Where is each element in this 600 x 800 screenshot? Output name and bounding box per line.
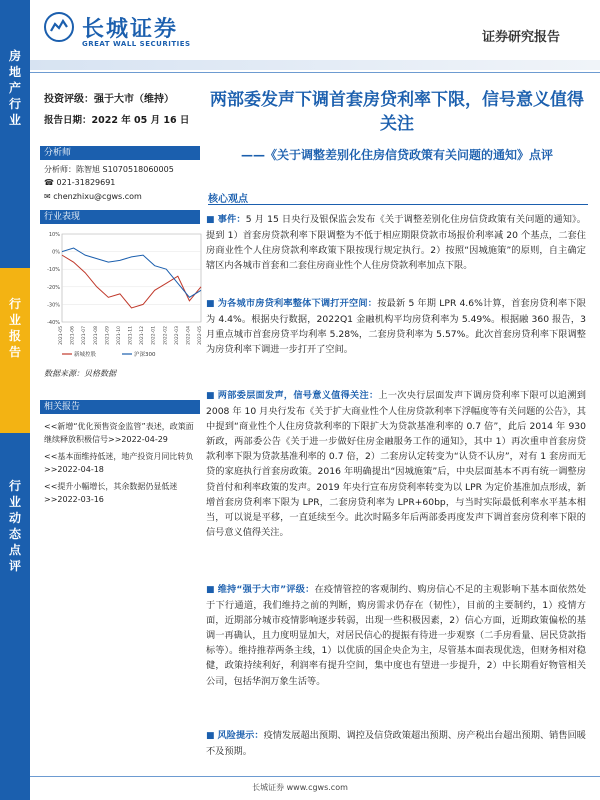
chart-section-head: 行业表现 (40, 210, 200, 224)
performance-chart (40, 228, 205, 360)
y-tick-label: 10% (48, 232, 60, 238)
bullet-lead: 风险提示： (217, 730, 264, 741)
analyst-email-row (44, 192, 142, 201)
x-tick-label: 2021-07 (82, 326, 88, 345)
bullet-square-icon: ■ (206, 585, 215, 595)
y-tick-label: -40% (47, 320, 60, 326)
x-tick-label: 2021-09 (105, 326, 111, 345)
related-item[interactable]: <<提升小幅增长，其余数据仍显低迷>>2022-03-16 (44, 482, 178, 504)
report-date: 报告日期：2022 年 05 月 16 日 (44, 115, 190, 126)
y-tick-label: -10% (47, 267, 60, 274)
x-tick-label: 2021-11 (128, 326, 134, 345)
report-subtitle: ——《关于调整差别化住房信贷政策有关问题的通知》点评 (240, 148, 553, 162)
bullet-square-icon: ■ (206, 299, 215, 309)
bullet-lead: 两部委层面发声，信号意义值得关注： (217, 390, 379, 401)
bullet-lead: 维持“强于大市”评级： (217, 584, 315, 595)
series-line-xincheng (62, 255, 201, 308)
footer-divider (30, 776, 600, 777)
series-line-hs300 (62, 248, 201, 297)
x-tick-label: 2022-02 (163, 326, 169, 345)
x-tick-label: 2022-03 (174, 326, 180, 345)
related-item[interactable]: <<新增“优化预售资金监管”表述，政策面继续释放积极信号>>2022-04-29 (44, 422, 194, 444)
core-points-heading: 核心观点 (208, 190, 588, 205)
legend-label: 新城控股 (74, 352, 97, 358)
bullet-event (206, 212, 586, 273)
side-label-report (0, 296, 30, 360)
bullet-text: 按最新 5 年期 LPR 4.6%计算，首套房贷利率下限为 4.4%。根据央行数据，2022Q1 金融机构平均房贷利率为 5.49%。根据融 360 报告，3 月重点城市首套房贷平均利率 5.28%，二套房贷利率为 5.57%。此次首套房贷利率下限调整为房贷利率下调进一步打开了空间。 (206, 298, 586, 356)
analyst-email[interactable]: chenzhixu@cgws.com (53, 192, 142, 201)
x-tick-label: 2021-06 (70, 326, 76, 345)
side-label-industry-text: 房地产行业 (8, 49, 21, 127)
y-tick-label: -30% (47, 302, 60, 309)
header-band (30, 60, 600, 70)
y-tick-label: -20% (47, 284, 60, 291)
email-icon: ✉ (44, 192, 51, 201)
chart-source: 数据来源：贝格数据 (44, 369, 116, 378)
bullet-rating (206, 582, 586, 689)
performance-chart-svg (40, 228, 205, 360)
bullet-text: 疫情发展超出预期、调控及信贷政策超出预期、房产税出台超出预期、销售回暖不及预期。 (206, 730, 586, 758)
y-tick-label: 0% (52, 249, 60, 256)
analyst-phone: 021-31829691 (56, 178, 116, 187)
chart-frame (62, 234, 201, 322)
bullet-text: 5 月 15 日央行及银保监会发布《关于调整差别化住房信贷政策有关问题的通知》。提到 1）首套房贷款利率下限调整为不低于相应期限贷款市场报价利率减 20 个基点，二套住房商业性个人住房贷款利率政策下限按现行规定执行。2）按照“因城施策”的原则，自主确定辖区内各城市首套和二套住房商业性个人住房贷款利率加点下限。 (206, 214, 586, 272)
bullet-signal (206, 388, 586, 540)
phone-icon: ☎ (44, 178, 54, 187)
legend-label: 沪深300 (134, 352, 156, 358)
bullet-text: 上一次央行层面发声下调房贷利率下限可以追溯到 2008 年 10 月央行发布《关于扩大商业性个人住房贷款利率下浮幅度等有关问题的公告》，其中提到“商业性个人住房贷款利率的下限扩大为贷款基准利率的 0.7 倍”，此后 2014 年 930 新政，两部委公告《关于进一步做好住房金融服务工作的通知》，其中 1）再次重申首套房贷款利率下限为贷款基准利率的 0.7 倍，2）二套房认定转变为“认贷不认房”，对有 1 套房而无贷的家庭执行首套房政策。2016 年明确提出“因城施策”后，中央层面基本不再有统一调整房贷首付和利率政策的发声。2019 年央行宣布房贷利率转变为以 LPR 为定价基准加点形成，新增首套房贷利率下限为 LPR，二套房贷利率为 LPR+60bp，与当时实际最低利率水平基本相当，可以说是平移，一直延续至今。此次时隔多年后两部委再度发声下调首套房贷利率下限的信号意义值得关注。 (206, 390, 586, 538)
x-tick-label: 2021-12 (140, 326, 146, 345)
logo-text-cn: 长城证券 (82, 17, 179, 42)
side-label-industry (0, 48, 30, 128)
x-tick-label: 2022-05 (198, 326, 203, 345)
x-tick-label: 2021-08 (93, 326, 99, 345)
x-tick-label: 2021-10 (116, 326, 122, 345)
analyst-name: 分析师：陈智旭 S1070518060005 (44, 165, 174, 174)
rating: 投资评级：强于大市（维持） (44, 94, 174, 105)
logo-wall-icon (46, 14, 72, 40)
x-tick-label: 2021-05 (59, 326, 64, 345)
x-tick-label: 2022-01 (151, 326, 157, 345)
analyst-section-head: 分析师 (40, 146, 200, 160)
related-item[interactable]: <<基本面维持低迷，地产投资月同比转负>>2022-04-18 (44, 452, 194, 474)
side-label-dynamic (0, 478, 30, 574)
bullet-lead: 为各城市房贷利率整体下调打开空间： (217, 298, 378, 309)
related-section-head: 相关报告 (40, 400, 200, 414)
logo-icon (44, 12, 74, 42)
bullet-risk (206, 728, 586, 759)
report-title: 两部委发声下调首套房贷利率下限，信号意义值得关注 (210, 90, 584, 134)
x-tick-label: 2022-04 (186, 326, 192, 345)
side-label-report-text: 行业报告 (8, 297, 21, 359)
header-divider (30, 72, 600, 73)
bullet-text: 在疫情管控的客观制约、购房信心不足的主观影响下基本面依然处于下行通道，我们维持之前的判断，购房需求仍存在（韧性），目前的主要制约，1）疫情方面，近期部分城市疫情影响逐步转弱，出现一些积极因素，2）信心方面，近期政策偏松的基调一再确认，且力度明显加大，对居民信心的提振有待进一步观察（二手房看量、居民贷款指标等）。维持推荐两条主线，1）以优质的国企央企为主，尽管基本面表现优迭，但财务相对稳健，政策持续利好，利润率有提升空间，集中度也有望进一步提升，2）中长期看好物管相关公司，包括华润万象生活等。 (206, 584, 587, 687)
bullet-square-icon: ■ (206, 391, 215, 401)
footer-url[interactable]: 长城证券 www.cgws.com (252, 783, 348, 792)
analyst-phone-row (44, 178, 115, 187)
bullet-square-icon: ■ (206, 215, 215, 225)
bullet-square-icon: ■ (206, 731, 215, 741)
logo-text-en: GREAT WALL SECURITIES (82, 40, 191, 48)
side-label-dynamic-text: 行业动态点评 (8, 479, 21, 573)
bullet-rate-space (206, 296, 586, 357)
report-type: 证券研究报告 (481, 30, 560, 45)
bullet-lead: 事件： (217, 214, 246, 225)
